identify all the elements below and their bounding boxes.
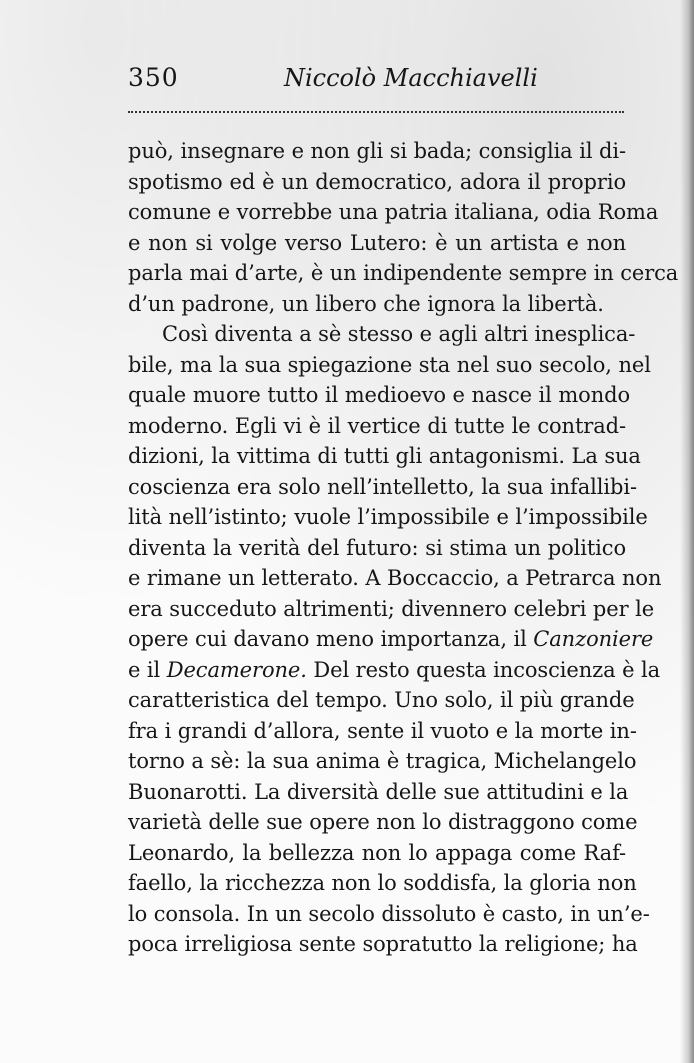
page-edge-shadow (680, 0, 694, 1063)
header-dotted-rule (128, 111, 624, 113)
text-line: può, insegnare e non gli si bada; consiglia il di- (128, 139, 626, 163)
text-line: comune e vorrebbe una patria italiana, odia Roma (128, 200, 659, 224)
text-line: poca irreligiosa sente sopratutto la religione; ha (128, 932, 638, 956)
text-line: e rimane un letterato. A Boccaccio, a Petrarca non (128, 566, 662, 590)
text-line: bile, ma la sua spiegazione sta nel suo secolo, nel (128, 352, 651, 377)
work-title-canzoniere: Canzoniere (533, 627, 654, 651)
text-line (128, 624, 654, 655)
text-line: quale muore tutto il medioevo e nasce il mondo (128, 383, 631, 407)
text-line: lo consola. In un secolo dissoluto è casto, in un’e- (128, 901, 650, 926)
text-line: Leonardo, la bellezza non lo appaga come Raf- (128, 840, 626, 865)
text-line: Così diventa a sè stesso e agli altri inesplica- (162, 322, 636, 346)
text-line: torno a sè: la sua anima è tragica, Michelangelo (128, 749, 637, 773)
text-line: caratteristica del tempo. Uno solo, il più grande (128, 688, 635, 712)
text-line: era succeduto altrimenti; divennero celebri per le (128, 596, 655, 621)
text-line (128, 655, 661, 686)
text-line: faello, la ricchezza non lo soddisfa, la gloria non (128, 871, 637, 895)
text-line: dizioni, la vittima di tutti gli antagonismi. La sua (128, 444, 641, 468)
text-line: diventa la verità del futuro: si stima un politico (128, 535, 626, 560)
text-line: coscienza era solo nell’intelletto, la sua infallibi- (128, 474, 637, 499)
text-line: moderno. Egli vi è il vertice di tutte le contrad- (128, 413, 626, 438)
text-line: e non si volge verso Lutero: è un artista e non (128, 230, 626, 255)
running-title: Niccolò Macchiavelli (284, 64, 538, 92)
text-line: fra i grandi d’allora, sente il vuoto e la morte in- (128, 718, 637, 743)
work-title-decamerone: Decamerone. (166, 657, 307, 682)
text-segment: Del resto questa incoscienza è la (313, 657, 661, 682)
text-line: spotismo ed è un democratico, adora il proprio (128, 169, 626, 194)
page-header (128, 60, 628, 100)
body-text (128, 136, 679, 960)
page-number: 350 (128, 63, 179, 92)
text-line: lità nell’istinto; vuole l’impossibile e l’impossibile (128, 505, 648, 529)
text-line: d’un padrone, un libero che ignora la libertà. (128, 291, 604, 316)
text-segment: opere cui davano meno importanza, il (128, 627, 527, 651)
text-line: varietà delle sue opere non lo distraggono come (128, 810, 638, 834)
text-line: Buonarotti. La diversità delle sue attitudini e la (128, 779, 629, 804)
text-segment: e il (128, 657, 161, 682)
text-line: parla mai d’arte, è un indipendente sempre in cerca (128, 261, 679, 285)
